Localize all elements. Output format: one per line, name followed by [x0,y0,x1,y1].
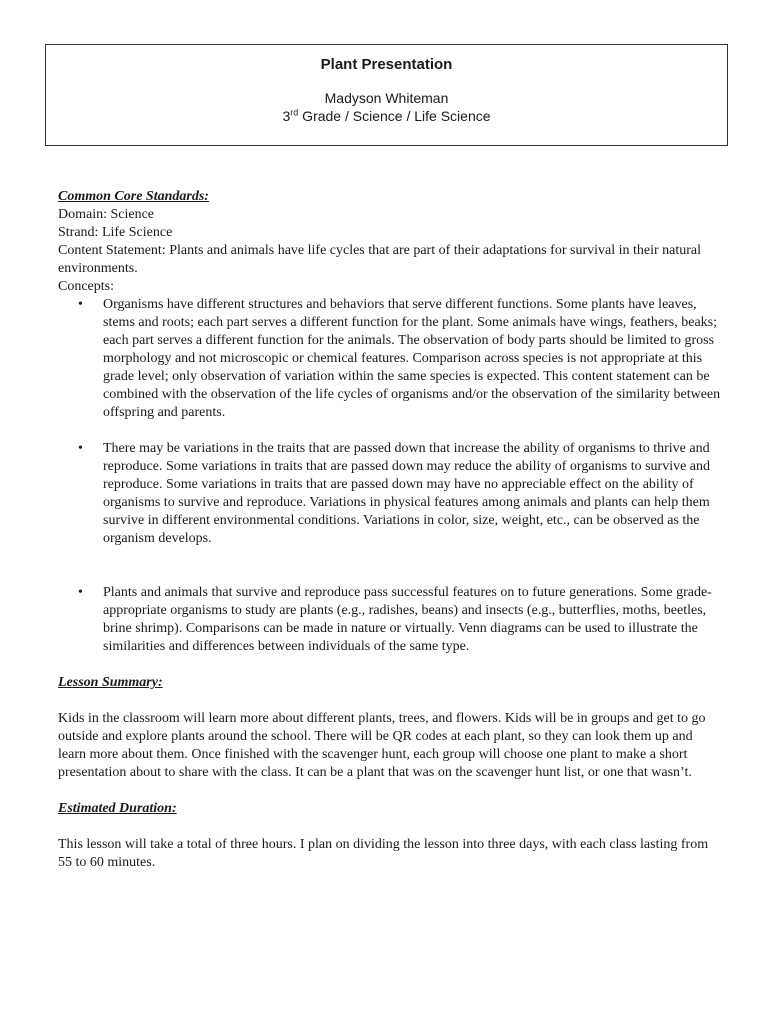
grade-subject-line [46,107,727,125]
bullet-icon: • [78,585,83,600]
summary-heading: Lesson Summary: [58,675,163,690]
grade-number: 3 [282,108,291,124]
list-item [58,296,722,422]
summary-text: Kids in the classroom will learn more about different plants, trees, and flowers. Kids will be in groups and get to go outside and explore plants around the school. There will be QR codes at each plant, so they can look them up and learn more about them. Once finished with the scavenger hunt, each group will choose one plant to make a short presentation about to share with the class. It can be a plant that was on the scavenger hunt list, or one that wasn’t. [58,711,706,780]
bullet-icon: • [78,297,83,312]
bullet-icon: • [78,441,83,456]
concepts-list [58,296,722,656]
concepts-label: Concepts: [58,279,114,294]
concept-text: There may be variations in the traits that are passed down that increase the ability of organisms to thrive and reproduce. Some variations in traits that are passed down may reduce the ability of organisms to survive and reproduce. Some variations in traits that are passed down may have no appreciable effect on the ability of organisms to survive and reproduce. Variations in physical features among animals and plants can help them survive in different environmental conditions. Variations in color, size, weight, etc., can be observed as the organism develops. [103,441,711,546]
grade-subject-text: Grade / Science / Life Science [298,108,491,124]
standards-heading: Common Core Standards: [58,189,209,204]
grade-ordinal-suffix: rd [290,107,299,118]
list-item [58,584,722,656]
list-gap [58,422,722,440]
concept-text: Organisms have different structures and behaviors that serve different functions. Some plants have leaves, stems and roots; each part serves a different function for the plant. Some animals have wings, feathers, beaks; each part serves a different function for the animals. The observation of body parts should be limited to gross morphology and not microscopic or chemical features. Comparison across species is not appropriate at this grade level; only observation of variation within the same species is expected. This content statement can be combined with the observation of the life cycles of organisms and/or the observation of the similarity between offspring and parents. [103,297,721,420]
duration-text: This lesson will take a total of three hours. I plan on dividing the lesson into three days, with each class lasting from 55 to 60 minutes. [58,837,709,870]
document-title: Plant Presentation [320,56,453,73]
strand-line: Strand: Life Science [58,225,173,240]
title-box [45,44,728,146]
document-body [58,188,722,872]
author-name: Madyson Whiteman [324,90,449,106]
concept-text: Plants and animals that survive and reproduce pass successful features on to future generations. Some grade-appropriate organisms to study are plants (e.g., radishes, beans) and insects (e.g., butterflies, moths, beetles, brine shrimp). Comparisons can be made in nature or virtually. Venn diagrams can be used to illustrate the similarities and differences between individuals of the same type. [103,585,712,654]
content-statement: Content Statement: Plants and animals have life cycles that are part of their adaptations for survival in their natural environments. [58,243,702,276]
list-gap [58,548,722,584]
domain-line: Domain: Science [58,207,155,222]
list-item [58,440,722,548]
duration-heading: Estimated Duration: [58,801,177,816]
